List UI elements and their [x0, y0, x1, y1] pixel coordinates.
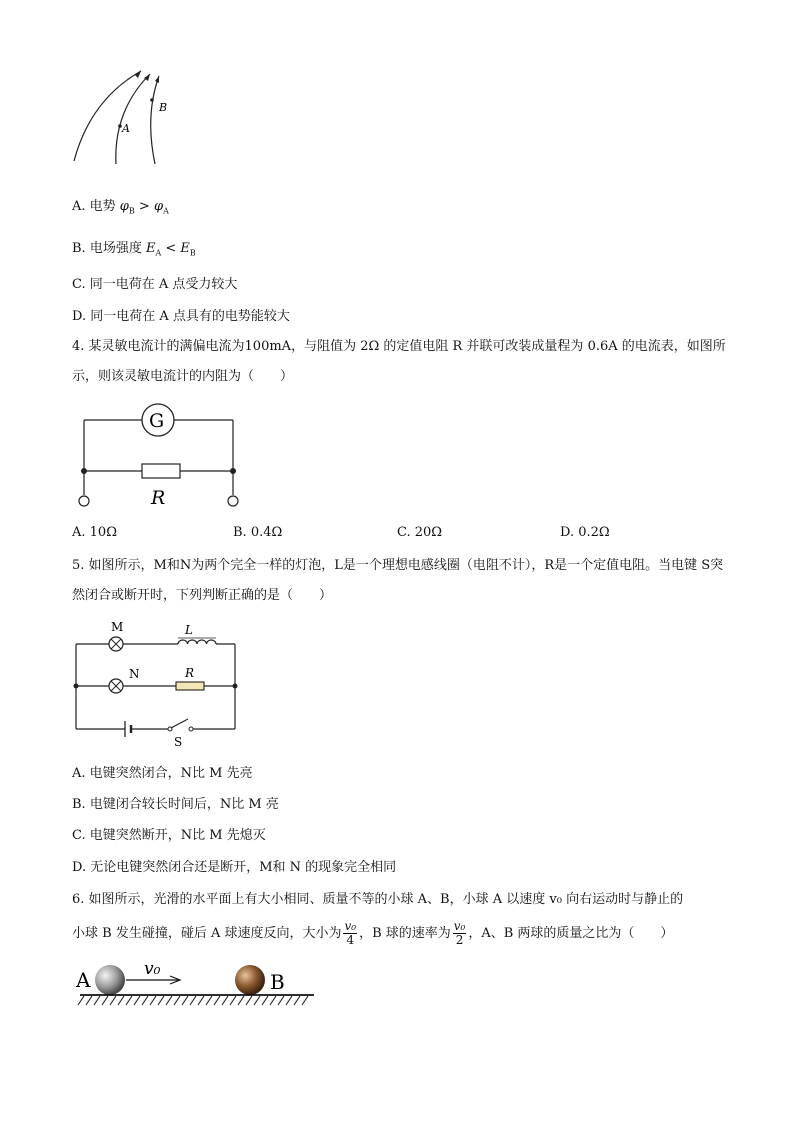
- fraction-v0-over-4: $\frac{\text{v₀}}{4}$: [344, 919, 357, 947]
- q4-stem: 4. 某灵敏电流计的满偏电流为100mA，与阻值为 2Ω 的定值电阻 R 并联可改装成量程为 0.6A 的电流表，如图所示，则该灵敏电流计的内阻为（ ）: [72, 339, 726, 384]
- q3-option-c: C. 同一电荷在 A 点受力较大: [72, 277, 238, 292]
- ball-a-label: A: [76, 968, 91, 992]
- resistor-symbol: [176, 682, 204, 690]
- ball-b: [235, 965, 265, 995]
- terminal-right: [228, 496, 238, 506]
- q6-stem-line2: 小球 B 发生碰撞，碰后 A 球速度反向，大小为 $\frac{\text{v₀}}{4}$ ，B 球的速率为 $\frac{\text{v₀}}{2}$ ，A、B 两球的质量之比为（ ）: [72, 919, 674, 947]
- velocity-label: v₀: [144, 959, 161, 979]
- terminal-left: [79, 496, 89, 506]
- q4-option-a: A. 10Ω: [72, 525, 117, 540]
- q6-stem-line1: 6. 如图所示，光滑的水平面上有大小相同、质量不等的小球 A、B，小球 A 以速度 v₀ 向右运动时与静止的: [72, 892, 684, 907]
- switch-symbol: [171, 719, 188, 728]
- ball-b-label: B: [270, 970, 285, 994]
- floor-hatch: [78, 996, 308, 1005]
- q4-circuit-figure: [72, 398, 252, 513]
- q6-collision-figure: [74, 955, 319, 1010]
- inductor-symbol: [178, 640, 216, 644]
- q4-option-d: D. 0.2Ω: [560, 525, 610, 540]
- lamp-n-label: N: [129, 667, 140, 681]
- switch-label: S: [174, 735, 183, 748]
- resistor-label: R: [185, 666, 195, 680]
- inductor-label: L: [185, 623, 193, 637]
- ball-a: [95, 965, 125, 995]
- point-b: [150, 98, 154, 102]
- q4-option-c: C. 20Ω: [397, 525, 443, 540]
- q5-option-a: A. 电键突然闭合，N比 M 先亮: [72, 766, 253, 781]
- q3-option-a: A. 电势 $\varphi_B > \varphi_A$: [72, 199, 169, 216]
- label-a: A: [122, 122, 130, 135]
- q5-option-c: C. 电键突然断开，N比 M 先熄灭: [72, 828, 266, 843]
- q5-circuit-figure: [70, 616, 245, 748]
- resistor-label: R: [151, 487, 166, 509]
- q3-option-b: B. 电场强度 $E_A < E_B$: [72, 241, 196, 258]
- q5-option-b: B. 电键闭合较长时间后，N比 M 亮: [72, 797, 279, 812]
- fraction-v0-over-2: $\frac{\text{v₀}}{2}$: [453, 919, 466, 947]
- resistor-symbol: [142, 464, 180, 478]
- q4-option-b: B. 0.4Ω: [233, 525, 283, 540]
- lamp-m-label: M: [111, 620, 124, 634]
- q3-option-d: D. 同一电荷在 A 点具有的电势能较大: [72, 309, 290, 324]
- label-b: B: [159, 101, 168, 114]
- q5-option-d: D. 无论电键突然闭合还是断开，M和 N 的现象完全相同: [72, 860, 397, 875]
- galvanometer-label: G: [149, 410, 165, 432]
- q5-stem: 5. 如图所示，M和N为两个完全一样的灯泡，L是一个理想电感线圈（电阻不计），R是一个定值电阻。当电键 S突然闭合或断开时，下列判断正确的是（ ）: [72, 558, 724, 603]
- field-lines-figure: [66, 66, 176, 166]
